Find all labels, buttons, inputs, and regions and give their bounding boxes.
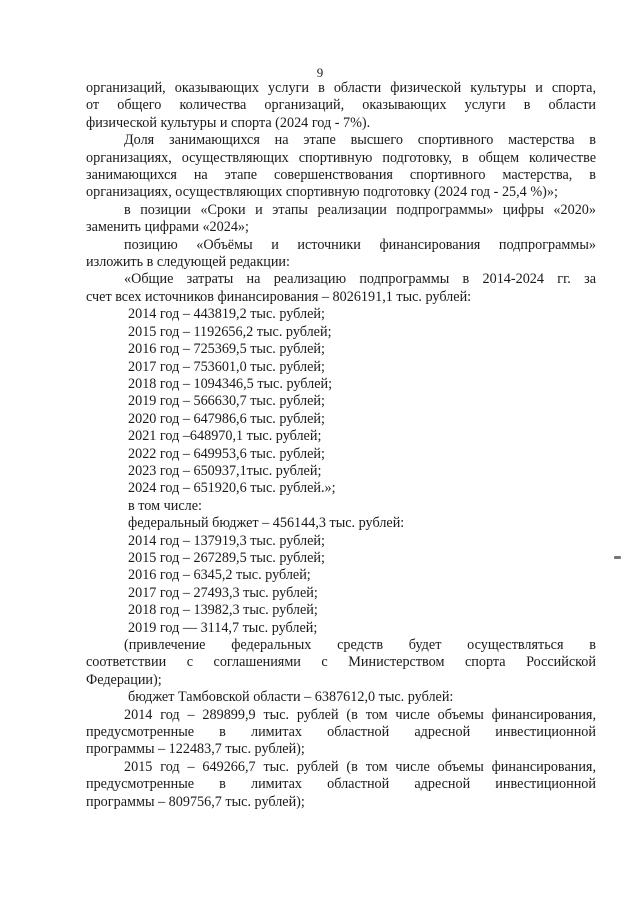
paragraph-line: 2014 год – 289899,9 тыс. рублей (в том числе объемы финансирования, xyxy=(124,706,596,723)
paragraph-line: 2015 год – 649266,7 тыс. рублей (в том числе объемы финансирования, xyxy=(124,758,596,775)
total-year-line: 2022 год – 649953,6 тыс. рублей; xyxy=(128,445,325,462)
total-year-line: 2020 год – 647986,6 тыс. рублей; xyxy=(128,410,325,427)
paragraph-line: занимающихся на этапе совершенствования спортивного мастерства, в xyxy=(86,167,596,184)
page-number: 9 xyxy=(316,65,324,80)
document-body xyxy=(86,80,596,811)
regional-budget-heading: бюджет Тамбовской области – 6387612,0 тыс. рублей: xyxy=(128,689,454,706)
total-year-line: 2018 год – 1094346,5 тыс. рублей; xyxy=(128,375,333,392)
total-year-line: 2015 год – 1192656,2 тыс. рублей; xyxy=(128,323,332,340)
paragraph-line: соответствии с соглашениями с Министерством спорта Российской xyxy=(86,654,596,671)
paragraph-line: физической культуры и спорта (2024 год - 7%). xyxy=(86,114,371,131)
total-year-line: 2016 год – 725369,5 тыс. рублей; xyxy=(128,341,325,358)
paragraph-line: «Общие затраты на реализацию подпрограммы в 2014-2024 гг. за xyxy=(124,271,596,288)
in-that-number-label: в том числе: xyxy=(128,497,202,514)
total-year-line: 2017 год – 753601,0 тыс. рублей; xyxy=(128,358,325,375)
total-year-line: 2024 год – 651920,6 тыс. рублей.»; xyxy=(128,480,336,497)
paragraph-line: от общего количества организаций, оказывающих услуги в области xyxy=(86,97,596,114)
paragraph-line: заменить цифрами «2024»; xyxy=(86,219,249,236)
paragraph-line: Федерации); xyxy=(86,671,162,688)
total-year-line: 2014 год – 443819,2 тыс. рублей; xyxy=(128,306,325,323)
total-year-line: 2021 год –648970,1 тыс. рублей; xyxy=(128,428,322,445)
paragraph-line: в позиции «Сроки и этапы реализации подпрограммы» цифры «2020» xyxy=(124,201,596,218)
paragraph-line: предусмотренные в лимитах областной адресной инвестиционной xyxy=(86,776,596,793)
paragraph-line: организаций, оказывающих услуги в области физической культуры и спорта, xyxy=(86,80,596,96)
total-year-line: 2023 год – 650937,1тыс. рублей; xyxy=(128,462,322,479)
paragraph-line: программы – 809756,7 тыс. рублей); xyxy=(86,793,305,810)
federal-year-line: 2017 год – 27493,3 тыс. рублей; xyxy=(128,584,318,601)
total-year-line: 2019 год – 566630,7 тыс. рублей; xyxy=(128,393,325,410)
federal-year-line: 2018 год – 13982,3 тыс. рублей; xyxy=(128,602,318,619)
scan-mark xyxy=(614,556,621,559)
paragraph-line: (привлечение федеральных средств будет осуществляться в xyxy=(124,637,596,653)
paragraph-line: предусмотренные в лимитах областной адресной инвестиционной xyxy=(86,724,596,741)
paragraph-line: программы – 122483,7 тыс. рублей); xyxy=(86,741,305,758)
paragraph-line: изложить в следующей редакции: xyxy=(86,254,290,271)
federal-year-line: 2019 год — 3114,7 тыс. рублей; xyxy=(128,619,318,636)
federal-budget-heading: федеральный бюджет – 456144,3 тыс. рублей: xyxy=(128,515,405,532)
paragraph-line: организациях, осуществляющих спортивную подготовку (2024 год - 25,4 %)»; xyxy=(86,184,558,201)
federal-year-line: 2014 год – 137919,3 тыс. рублей; xyxy=(128,532,325,549)
paragraph-line: счет всех источников финансирования – 8026191,1 тыс. рублей: xyxy=(86,288,472,305)
federal-year-line: 2016 год – 6345,2 тыс. рублей; xyxy=(128,567,311,584)
paragraph-line: Доля занимающихся на этапе высшего спортивного мастерства в xyxy=(124,132,596,149)
paragraph-line: организациях, осуществляющих спортивную подготовку, в общем количестве xyxy=(86,149,596,166)
federal-year-line: 2015 год – 267289,5 тыс. рублей; xyxy=(128,549,325,566)
paragraph-line: позицию «Объёмы и источники финансирования подпрограммы» xyxy=(124,236,596,253)
